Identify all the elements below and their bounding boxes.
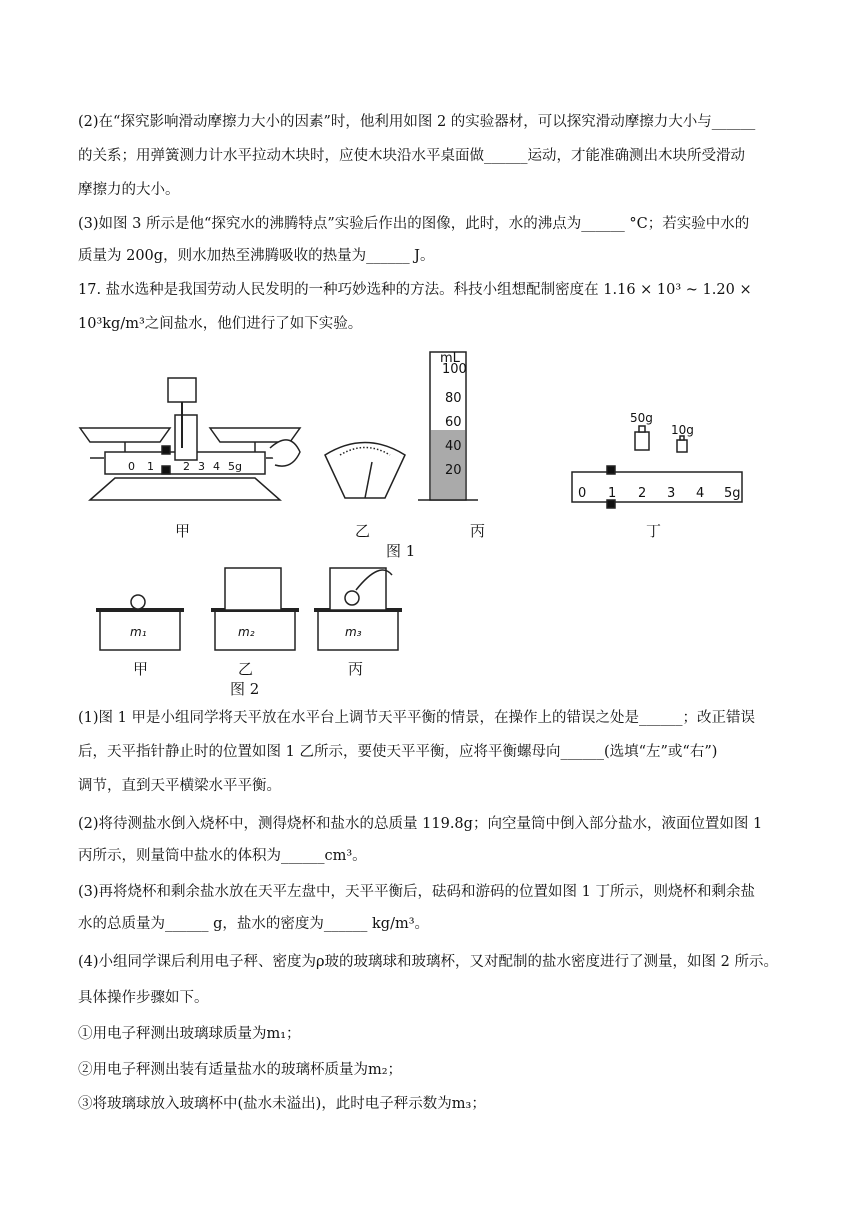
svg-text:m₂: m₂	[238, 625, 255, 639]
q16-part2-line1: (2)在“探究影响滑动摩擦力大小的因素”时，他利用如图 2 的实验器材，可以探究滑动摩擦力大小与______	[78, 114, 756, 130]
q17-part1-line2: 后，天平指针静止时的位置如图 1 乙所示，要使天平平衡，应将平衡螺母向______(选填“左”或“右”)	[78, 744, 718, 760]
svg-text:mL: mL	[440, 351, 460, 366]
q17-part3-line2: 水的总质量为______ g，盐水的密度为______ kg/m³。	[78, 916, 430, 932]
q17-part4-line1: (4)小组同学课后利用电子秤、密度为ρ玻的玻璃球和玻璃杯，又对配制的盐水密度进行了测量，如图 2 所示。	[78, 954, 779, 970]
q17-part3-line1: (3)再将烧杯和剩余盐水放在天平左盘中，天平平衡后，砝码和游码的位置如图 1 丁所示，则烧杯和剩余盐	[78, 884, 755, 900]
svg-text:5g: 5g	[228, 460, 242, 473]
fig1-label-yi: 乙	[355, 522, 371, 540]
q17-part2-line1: (2)将待测盐水倒入烧杯中，测得烧杯和盐水的总质量 119.8g；向空量筒中倒入部分盐水，液面位置如图 1	[78, 816, 763, 832]
q17-intro-line2: 10³kg/m³之间盐水，他们进行了如下实验。	[78, 316, 363, 332]
q17-step2: ②用电子秤测出装有适量盐水的玻璃杯质量为m₂；	[78, 1062, 403, 1078]
svg-text:20: 20	[445, 463, 462, 478]
q17-step3: ③将玻璃球放入玻璃杯中(盐水未溢出)，此时电子秤示数为m₃；	[78, 1096, 486, 1112]
svg-text:0: 0	[128, 460, 135, 473]
svg-text:100: 100	[442, 362, 467, 377]
fig1-label-bing: 丙	[470, 522, 486, 540]
q17-part1-line3: 调节，直到天平横梁水平平衡。	[78, 778, 281, 794]
fig2-label-bing: 丙	[348, 660, 364, 678]
figure2-caption: 图 2	[230, 680, 260, 698]
fig2-label-yi: 乙	[238, 660, 254, 678]
svg-text:60: 60	[445, 415, 462, 430]
q16-part2-line2: 的关系；用弹簧测力计水平拉动木块时，应使木块沿水平桌面做______运动，才能准确测出木块所受滑动	[78, 148, 745, 164]
q17-part1-line1: (1)图 1 甲是小组同学将天平放在水平台上调节天平平衡的情景，在操作上的错误之处是______；改正错误	[78, 710, 755, 726]
svg-text:10g: 10g	[671, 423, 694, 437]
q17-part4-line2: 具体操作步骤如下。	[78, 990, 209, 1006]
svg-text:2: 2	[183, 460, 190, 473]
q16-part3-line2: 质量为 200g，则水加热至沸腾吸收的热量为______ J。	[78, 248, 435, 264]
figure1-caption: 图 1	[386, 542, 416, 560]
q17-step1: ①用电子秤测出玻璃球质量为m₁；	[78, 1026, 301, 1042]
fig1-label-jia: 甲	[175, 522, 191, 540]
svg-text:4: 4	[213, 460, 220, 473]
svg-text:1: 1	[608, 486, 617, 501]
q16-part3-line1: (3)如图 3 所示是他“探究水的沸腾特点”实验后作出的图像，此时，水的沸点为______ °C；若实验中水的	[78, 216, 750, 232]
svg-text:1: 1	[147, 460, 154, 473]
svg-text:m₃: m₃	[345, 625, 362, 639]
svg-text:3: 3	[667, 486, 676, 501]
svg-text:80: 80	[445, 391, 462, 406]
fig2-label-jia: 甲	[133, 660, 149, 678]
svg-text:2: 2	[638, 486, 647, 501]
svg-text:40: 40	[445, 439, 462, 454]
svg-text:4: 4	[696, 486, 705, 501]
svg-text:0: 0	[578, 486, 587, 501]
q17-part2-line2: 丙所示，则量筒中盐水的体积为______cm³。	[78, 848, 367, 864]
q17-intro-line1: 17. 盐水选种是我国劳动人民发明的一种巧妙选种的方法。科技小组想配制密度在 1.16 × 10³ ~ 1.20 ×	[78, 282, 752, 298]
svg-text:m₁: m₁	[130, 625, 147, 639]
svg-text:3: 3	[198, 460, 205, 473]
svg-text:50g: 50g	[630, 411, 653, 425]
q16-part2-line3: 摩擦力的大小。	[78, 182, 180, 198]
svg-text:5g: 5g	[724, 486, 741, 501]
fig1-label-ding: 丁	[646, 522, 662, 540]
